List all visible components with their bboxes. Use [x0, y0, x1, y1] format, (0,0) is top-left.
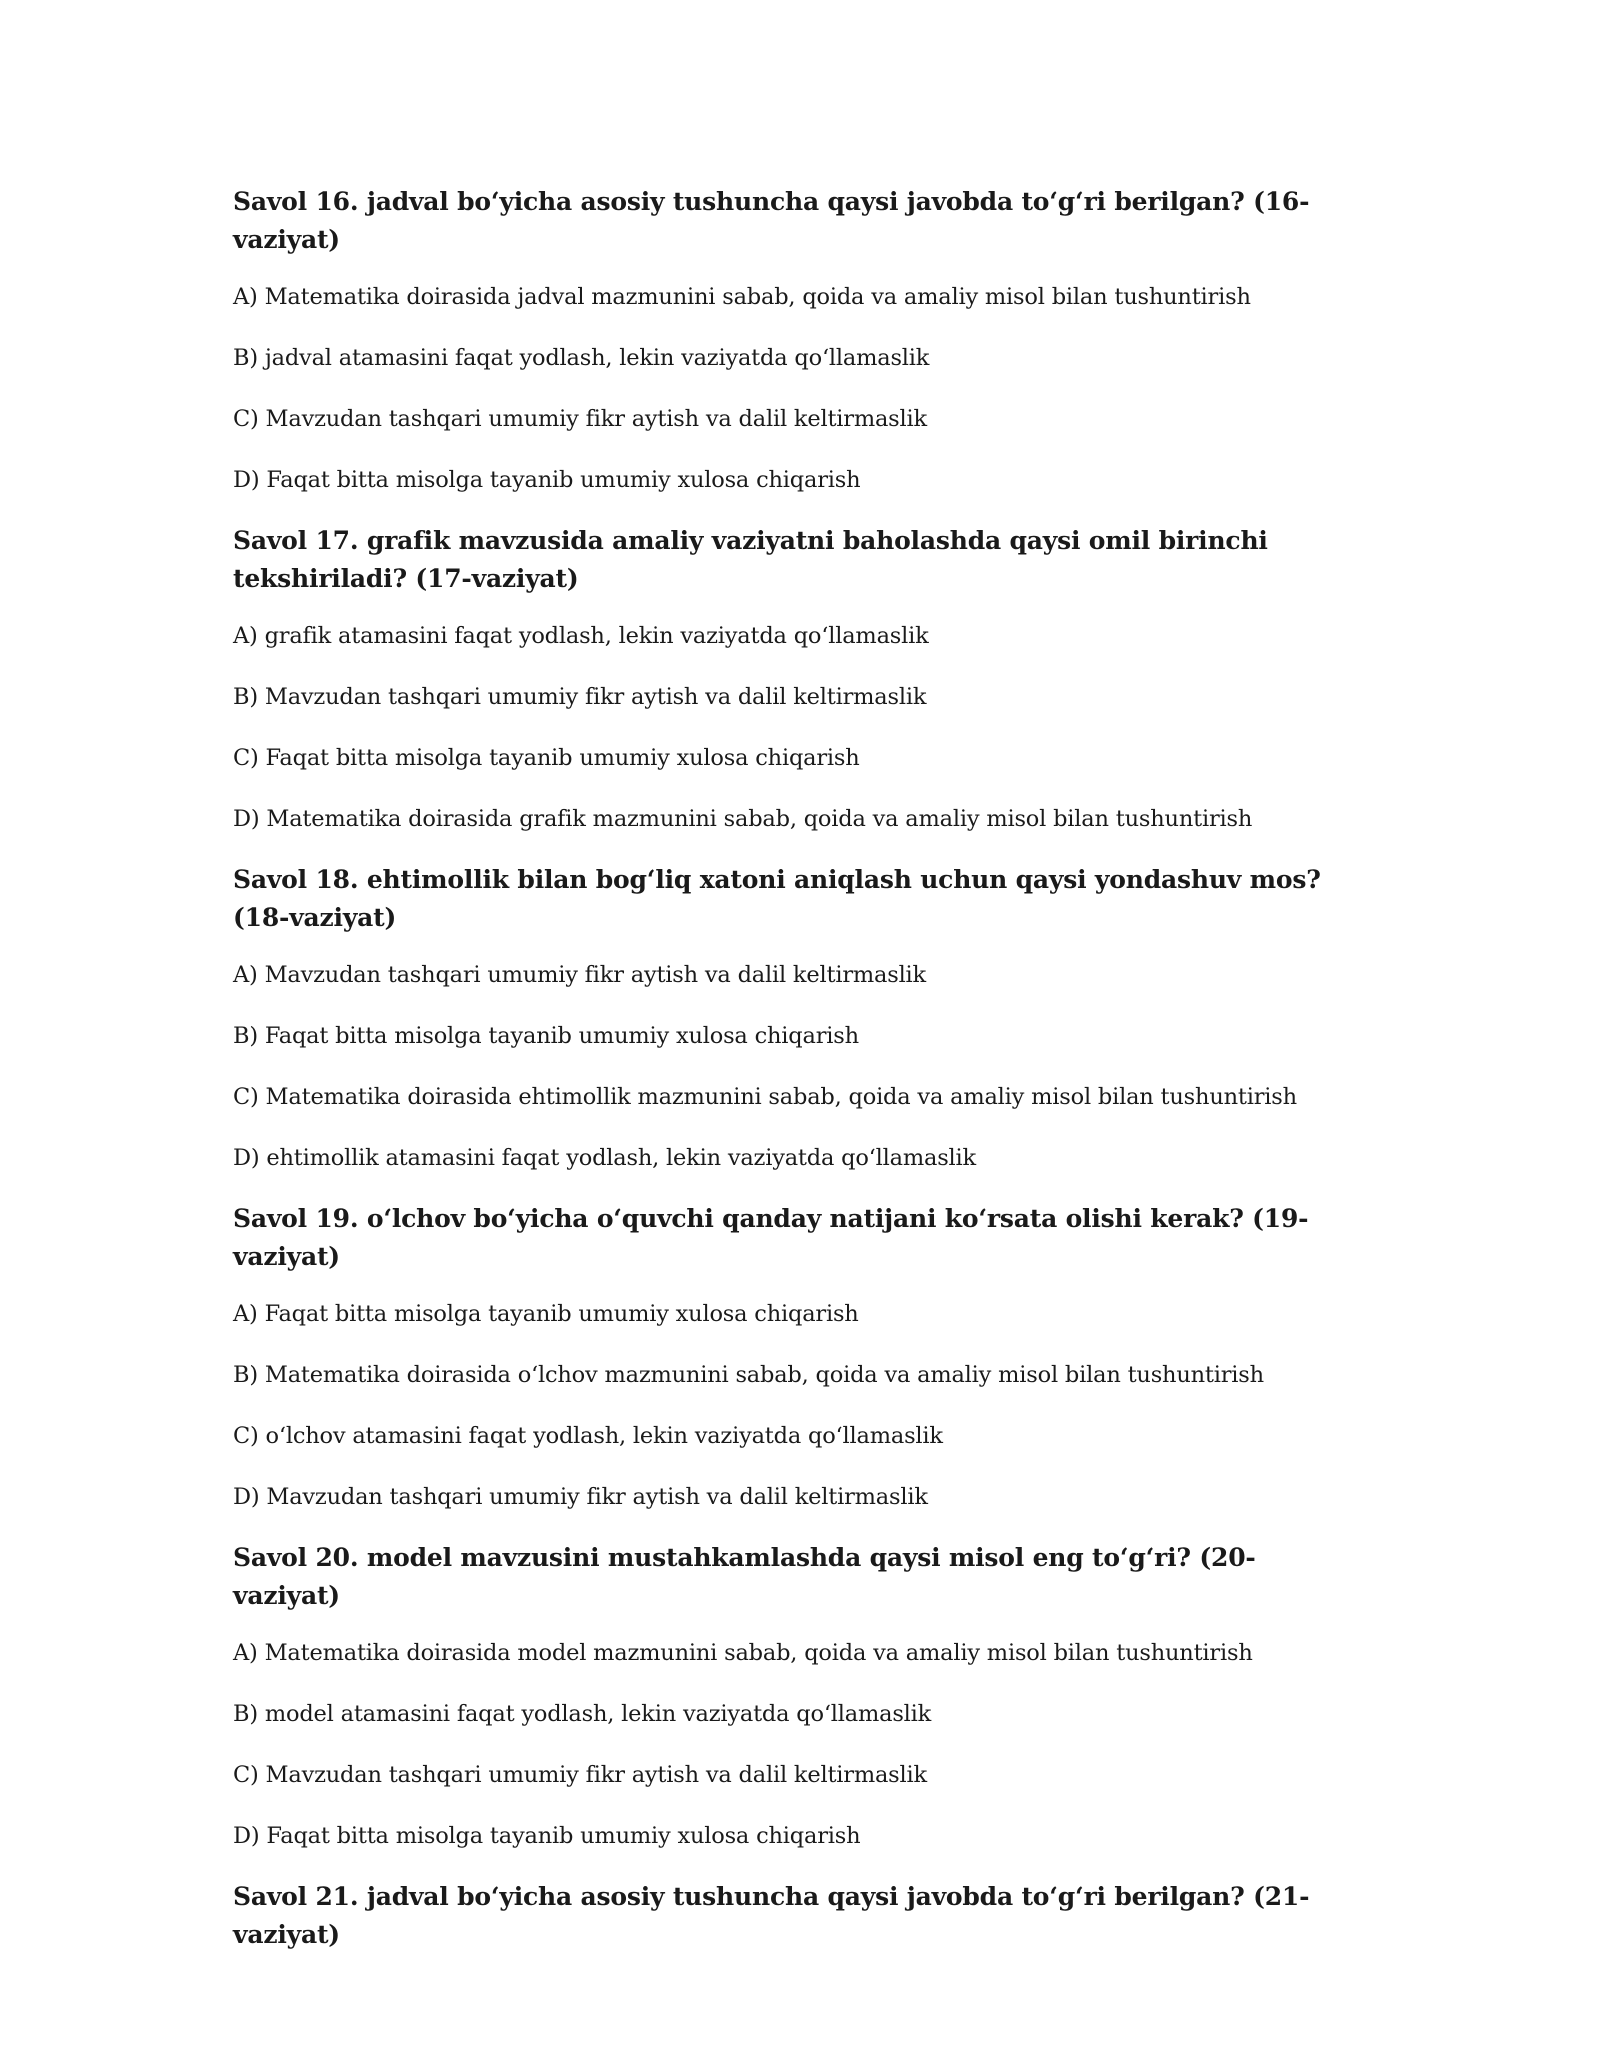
- question-title: Savol 16. jadval bo‘yicha asosiy tushuncha qaysi javobda to‘g‘ri berilgan? (16-vaziyat): [233, 187, 1310, 254]
- answer-option: A) Matematika doirasida jadval mazmunini sabab, qoida va amaliy misol bilan tushuntirish: [233, 284, 1251, 310]
- answer-option: A) Mavzudan tashqari umumiy fikr aytish va dalil keltirmaslik: [233, 962, 926, 988]
- answer-option: D) Mavzudan tashqari umumiy fikr aytish va dalil keltirmaslik: [233, 1484, 928, 1510]
- answer-option: A) Matematika doirasida model mazmunini sabab, qoida va amaliy misol bilan tushuntirish: [233, 1640, 1253, 1666]
- answer-option: B) model atamasini faqat yodlash, lekin vaziyatda qo‘llamaslik: [233, 1701, 932, 1727]
- answer-option: D) ehtimollik atamasini faqat yodlash, lekin vaziyatda qo‘llamaslik: [233, 1145, 976, 1171]
- answer-option: B) Mavzudan tashqari umumiy fikr aytish va dalil keltirmaslik: [233, 684, 927, 710]
- answer-options: [233, 1299, 1343, 1512]
- question-title: Savol 20. model mavzusini mustahkamlashda qaysi misol eng to‘g‘ri? (20-vaziyat): [233, 1543, 1256, 1610]
- answer-options: [233, 282, 1343, 495]
- question-title: Savol 21. jadval bo‘yicha asosiy tushuncha qaysi javobda to‘g‘ri berilgan? (21-vaziyat): [233, 1882, 1310, 1949]
- answer-option: A) Faqat bitta misolga tayanib umumiy xulosa chiqarish: [233, 1301, 859, 1327]
- answer-options: [233, 621, 1343, 834]
- answer-option: C) Mavzudan tashqari umumiy fikr aytish va dalil keltirmaslik: [233, 1762, 927, 1788]
- question-block: [233, 1878, 1343, 1954]
- answer-option: C) o‘lchov atamasini faqat yodlash, lekin vaziyatda qo‘llamaslik: [233, 1423, 943, 1449]
- question-block: [233, 1200, 1343, 1512]
- answer-option: C) Faqat bitta misolga tayanib umumiy xulosa chiqarish: [233, 745, 860, 771]
- answer-option: C) Mavzudan tashqari umumiy fikr aytish va dalil keltirmaslik: [233, 406, 927, 432]
- answer-option: D) Faqat bitta misolga tayanib umumiy xulosa chiqarish: [233, 1823, 861, 1849]
- question-block: [233, 1539, 1343, 1851]
- answer-options: [233, 1638, 1343, 1851]
- answer-option: C) Matematika doirasida ehtimollik mazmunini sabab, qoida va amaliy misol bilan tushuntirish: [233, 1084, 1297, 1110]
- answer-option: B) jadval atamasini faqat yodlash, lekin vaziyatda qo‘llamaslik: [233, 345, 930, 371]
- question-title: Savol 18. ehtimollik bilan bog‘liq xatoni aniqlash uchun qaysi yondashuv mos? (18-vaziyat): [233, 865, 1321, 932]
- answer-option: B) Matematika doirasida o‘lchov mazmunini sabab, qoida va amaliy misol bilan tushuntirish: [233, 1362, 1264, 1388]
- question-title: Savol 19. o‘lchov bo‘yicha o‘quvchi qanday natijani ko‘rsata olishi kerak? (19-vaziyat): [233, 1204, 1309, 1271]
- answer-option: A) grafik atamasini faqat yodlash, lekin vaziyatda qo‘llamaslik: [233, 623, 929, 649]
- document-page: [233, 183, 1343, 1977]
- question-block: [233, 522, 1343, 834]
- answer-options: [233, 960, 1343, 1173]
- answer-option: B) Faqat bitta misolga tayanib umumiy xulosa chiqarish: [233, 1023, 859, 1049]
- answer-option: D) Faqat bitta misolga tayanib umumiy xulosa chiqarish: [233, 467, 861, 493]
- question-title: Savol 17. grafik mavzusida amaliy vaziyatni baholashda qaysi omil birinchi tekshiriladi? (17-vaziyat): [233, 526, 1268, 593]
- question-block: [233, 861, 1343, 1173]
- question-block: [233, 183, 1343, 495]
- answer-option: D) Matematika doirasida grafik mazmunini sabab, qoida va amaliy misol bilan tushuntirish: [233, 806, 1253, 832]
